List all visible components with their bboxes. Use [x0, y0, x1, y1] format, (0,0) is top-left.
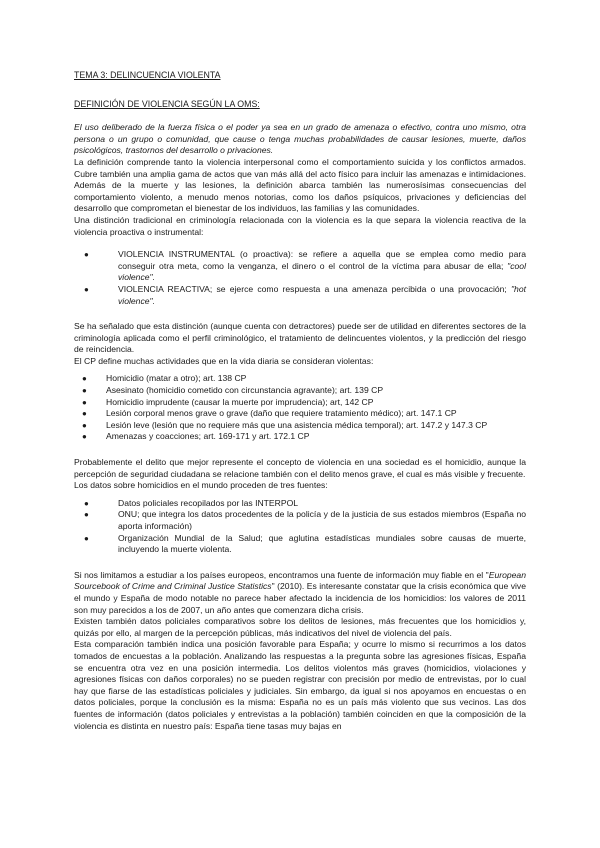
bullet-icon: ●	[84, 284, 89, 294]
bullet-icon: ●	[82, 397, 87, 407]
bullet-icon: ●	[84, 510, 89, 520]
bullet-icon: ●	[82, 374, 87, 384]
crimes-list	[74, 373, 526, 443]
list-item: ● VIOLENCIA REACTIVA; se ejerce como respuesta a una amenaza percibida o una provocación; "hot violence".	[84, 283, 526, 306]
list-item: ● VIOLENCIA INSTRUMENTAL (o proactiva): se refiere a aquella que se emplea como medio para conseguir otra meta, como la venganza, el dinero o el control de la víctima para abusar de ella; "cool violence".	[84, 249, 526, 283]
paragraph: La definición comprende tanto la violencia interpersonal como el comportamiento suicida y los conflictos armados. Cubre también una amplia gama de actos que van más allá del acto físico para incluir las amenazas e intimidaciones. Además de la muerte y las lesiones, la definición abarca también las numerosísimas consecuencias del comportamiento violento, a menudo menos notorias, como los daños psíquicos, privaciones y deficiencias del desarrollo que comprometan el bienestar de los individuos, las familias y las comunidades.	[74, 156, 526, 214]
bullet-icon: ●	[84, 498, 89, 508]
paragraph: Probablemente el delito que mejor represente el concepto de violencia en una sociedad es el homicidio, aunque la percepción de seguridad ciudadana se relacione también con el delito menos grave, el cual es más visible y frecuente.	[74, 457, 526, 479]
list-item: ● ONU; que integra los datos procedentes de la policía y de la justicia de sus estados miembros (España no aporta información)	[84, 509, 526, 531]
list-item: ● Asesinato (homicidio cometido con circunstancia agravante); art. 139 CP	[82, 385, 384, 396]
document-page	[74, 70, 526, 732]
list-item: ● Organización Mundial de la Salud; que aglutina estadísticas mundiales sobre causas de muerte, incluyendo la muerte violenta.	[84, 532, 526, 555]
list-item: ● Homicidio imprudente (causar la muerte por imprudencia); art, 142 CP	[82, 396, 374, 407]
paragraph: Esta comparación también indica una posición favorable para España; y ocurre lo mismo si recurrimos a los datos tomados de encuestas a la población. Analizando las respuestas a la pregunta sobre las agresiones físicas, España se encuentra otra vez en una posición intermedia. Los delitos violentos más graves (homicidios, violaciones y agresiones físicas con daños corporales) no se pueden registrar con precisión por medio de entrevistas, por lo cual hay que fiarse de las estadísticas policiales y judiciales. Sin embargo, da igual si nos apoyamos en encuestas o en datos policiales, porque la conclusión es la misma: España no es un país más violento que sus vecinos. Las dos fuentes de información (datos policiales y entrevistas a la población) también coinciden en que la composición de la violencia es distinta en nuestro país: España tiene tasas muy bajas en	[74, 639, 526, 731]
sources-list	[74, 498, 526, 556]
paragraph: Se ha señalado que esta distinción (aunque cuenta con detractores) puede ser de utilidad en diferentes sectores de la criminología aplicada como el perfil criminológico, el tratamiento de delincuentes violentos, y la predicción del riesgo de reincidencia.	[74, 321, 526, 355]
violence-types-list	[74, 249, 526, 307]
list-item: ● Lesión leve (lesión que no requiere más que una asistencia médica temporal); art. 147.2 y 147.3 CP	[82, 419, 488, 430]
paragraph: Una distinción tradicional en criminología relacionada con la violencia es la que separa la violencia reactiva de la violencia proactiva o instrumental:	[74, 214, 526, 237]
list-item: ● Datos policiales recopilados por las INTERPOL	[84, 497, 299, 508]
list-item: ● Amenazas y coacciones; art. 169-171 y art. 172.1 CP	[82, 431, 310, 442]
list-item: ● Homicidio (matar a otro); art. 138 CP	[82, 373, 247, 384]
list-item: ● Lesión corporal menos grave o grave (daño que requiere tratamiento médico); art. 147.1 CP	[82, 408, 457, 419]
paragraph: Si nos limitamos a estudiar a los países europeos, encontramos una fuente de información muy fiable en el "European Sourcebook of Crime and Criminal Justice Statistics" (2010). Es interesante constatar que la crisis económica que vive el mundo y España de modo notable no parece haber afectado la incidencia de los homicidios: los valores de 2011 son muy parecidos a los de 2007, un año antes que comenzara dicha crisis.	[74, 569, 526, 615]
bullet-icon: ●	[82, 420, 87, 430]
document-title: TEMA 3: DELINCUENCIA VIOLENTA	[74, 70, 221, 80]
paragraph: Los datos sobre homicidios en el mundo proceden de tres fuentes:	[74, 480, 328, 491]
bullet-icon: ●	[84, 250, 89, 260]
paragraph: El CP define muchas actividades que en la vida diaria se consideran violentas:	[74, 355, 374, 366]
definition-paragraph: El uso deliberado de la fuerza física o el poder ya sea en un grado de amenaza o efectivo, contra uno mismo, otra persona o un grupo o comunidad, que cause o tenga muchas probabilidades de causar lesiones, muerte, daños psicológicos, trastornos del desarrollo o privaciones.	[74, 122, 526, 156]
bullet-icon: ●	[84, 533, 89, 543]
paragraph: Existen también datos policiales comparativos sobre los delitos de lesiones, más frecuentes que los homicidios y, quizás por ello, al margen de la percepción públicas, más indicativos del nivel de violencia del país.	[74, 616, 526, 638]
section-heading: DEFINICIÓN DE VIOLENCIA SEGÚN LA OMS:	[74, 98, 260, 109]
bullet-icon: ●	[82, 432, 87, 442]
bullet-icon: ●	[82, 386, 87, 396]
bullet-icon: ●	[82, 409, 87, 419]
